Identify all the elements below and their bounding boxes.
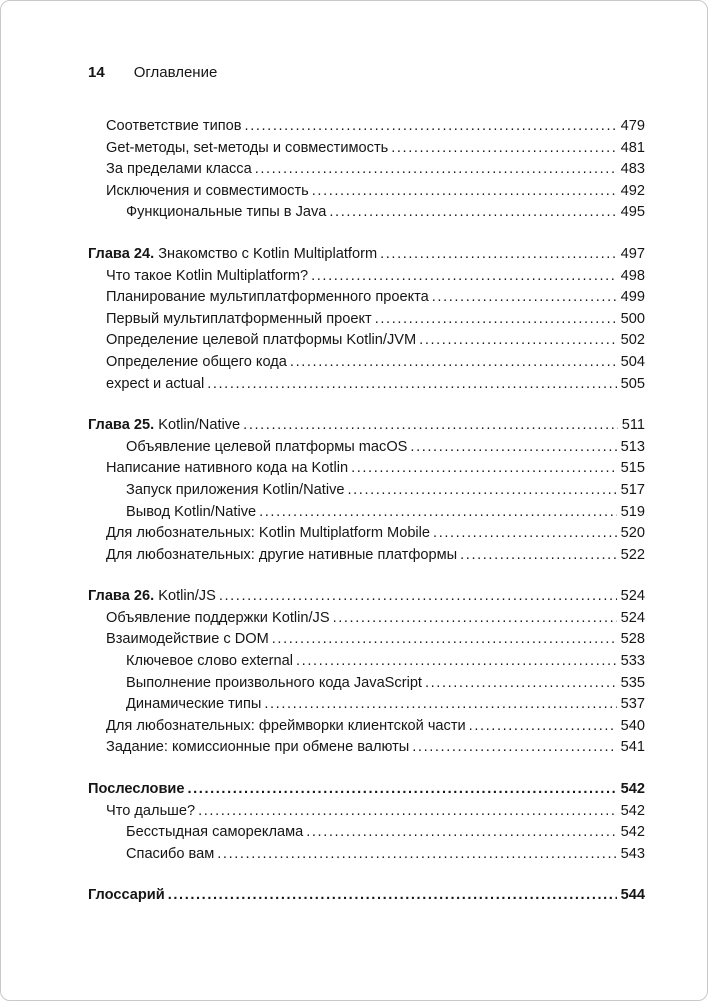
dot-leader [168,885,617,907]
dot-leader [296,651,617,673]
toc-page-number: 513 [620,438,645,455]
toc-group [88,779,645,865]
toc-entry-title: Планирование мультиплатформенного проекта [106,289,429,306]
toc-entry-title: Написание нативного кода на Kotlin [106,460,349,477]
toc-chapter-row [88,415,645,437]
toc-group [88,244,645,395]
dot-leader [290,352,617,374]
toc-entry-title: Что такое Kotlin Multiplatform? [106,267,309,284]
dot-leader [375,309,617,331]
toc-entry-title [88,586,216,608]
toc-chapter-row [88,586,645,608]
dot-leader [432,287,617,309]
toc-entry-title: Что дальше? [106,802,196,819]
toc-entry-row [88,330,645,352]
toc-entry-title: Первый мультиплатформенный проект [106,310,372,327]
toc-entry-title: Ключевое слово external [126,653,294,670]
toc-entry-row [88,673,645,695]
toc-chapter-row [88,244,645,266]
dot-leader [207,374,616,396]
dot-leader [217,844,616,866]
dot-leader [419,330,616,352]
toc-group [88,586,645,759]
toc-entry-title: Для любознательных: Kotlin Multiplatform Mobile [106,525,431,542]
toc-entry-row [88,545,645,567]
toc-group [88,116,645,224]
toc-list [88,116,645,907]
toc-entry-row [88,309,645,331]
dot-leader [264,694,616,716]
toc-group [88,415,645,566]
toc-entry-row [88,181,645,203]
toc-entry-row [88,651,645,673]
toc-entry-row [88,437,645,459]
toc-entry-row [88,502,645,524]
toc-page-number: 540 [620,717,645,734]
toc-page-number: 515 [620,460,645,477]
dot-leader [380,244,617,266]
toc-entry-title: Исключения и совместимость [106,182,309,199]
toc-page-number: 542 [620,781,645,798]
toc-entry-row [88,374,645,396]
toc-entry-title: Get-методы, set-методы и совместимость [106,139,389,156]
toc-page-number: 495 [620,204,645,221]
toc-page-number: 543 [620,845,645,862]
toc-page-number: 497 [620,245,645,262]
toc-entry-title [88,244,377,266]
toc-entry-row [88,822,645,844]
toc-chapter-number: Глава 24. [88,245,155,262]
toc-entry-row [88,716,645,738]
toc-page-number: 479 [620,118,645,134]
dot-leader [412,737,616,759]
toc-entry-row [88,458,645,480]
toc-entry-title: Взаимодействие с DOM [106,631,269,648]
toc-entry-title: expect и actual [106,375,205,392]
toc-entry-row [88,629,645,651]
dot-leader [347,480,616,502]
toc-chapter-title-text: Kotlin/JS [158,588,216,605]
toc-group [88,885,645,907]
toc-entry-row [88,352,645,374]
dot-leader [391,138,616,160]
dot-leader [433,523,617,545]
toc-entry-title: За пределами класса [106,161,252,178]
dot-leader [312,181,617,203]
toc-chapter-row [88,885,645,907]
toc-page-number: 544 [620,887,645,904]
toc-entry-row [88,287,645,309]
toc-page-number: 511 [621,417,645,434]
toc-page-number: 481 [620,139,645,156]
toc-entry-title: Бесстыдная самореклама [126,824,304,841]
toc-page-number: 498 [620,267,645,284]
toc-chapter-number: Глава 25. [88,417,155,434]
dot-leader [329,202,616,224]
toc-entry-title: Определение общего кода [106,353,287,370]
toc-entry-title: Спасибо вам [126,845,215,862]
toc-page-number: 522 [620,546,645,563]
toc-entry-row [88,116,645,138]
toc-entry-title: Задание: комиссионные при обмене валюты [106,739,410,756]
dot-leader [333,608,617,630]
toc-entry-row [88,480,645,502]
toc-entry-row [88,523,645,545]
toc-chapter-title-text: Kotlin/Native [158,417,241,434]
dot-leader [245,116,617,138]
toc-entry-row [88,844,645,866]
toc-page-number: 533 [620,653,645,670]
toc-entry-title: Для любознательных: другие нативные платформы [106,546,458,563]
dot-leader [219,586,617,608]
toc-entry-row [88,608,645,630]
dot-leader [469,716,617,738]
dot-leader [460,545,617,567]
toc-entry-title: Послесловие [88,781,185,798]
toc-page-number: 483 [620,161,645,178]
toc-entry-title: Запуск приложения Kotlin/Native [126,481,345,498]
toc-entry-row [88,138,645,160]
toc-page-number: 492 [620,182,645,199]
toc-entry-row [88,266,645,288]
toc-entry-title [88,415,240,437]
toc-entry-title: Объявление поддержки Kotlin/JS [106,609,330,626]
toc-chapter-row [88,779,645,801]
toc-entry-row [88,694,645,716]
dot-leader [255,159,617,181]
toc-page-number: 504 [620,353,645,370]
toc-entry-row [88,159,645,181]
toc-page-number: 528 [620,631,645,648]
toc-entry-row [88,202,645,224]
toc-page-number: 499 [620,289,645,306]
toc-page-number: 541 [620,739,645,756]
dot-leader [243,415,618,437]
toc-page-number: 542 [620,824,645,841]
toc-page-number: 505 [620,375,645,392]
toc-entry-title: Определение целевой платформы Kotlin/JVM [106,332,417,349]
toc-entry-title: Соответствие типов [106,118,242,134]
toc-entry-title: Выполнение произвольного кода JavaScript [126,674,422,691]
dot-leader [259,502,617,524]
page-header [88,64,645,82]
toc-entry-title: Для любознательных: фреймворки клиентской части [106,717,466,734]
toc-page-number: 537 [620,696,645,713]
toc-page-number: 520 [620,525,645,542]
toc-page-number: 500 [620,310,645,327]
toc-chapter-title-text: Знакомство с Kotlin Multiplatform [158,245,378,262]
toc-chapter-number: Глава 26. [88,588,155,605]
toc-entry-title: Динамические типы [126,696,262,713]
dot-leader [425,673,617,695]
running-header-title: Оглавление [133,64,218,81]
toc-page-number: 535 [620,674,645,691]
dot-leader [272,629,617,651]
page-number: 14 [88,64,105,81]
toc-page-number: 519 [620,503,645,520]
dot-leader [198,801,617,823]
dot-leader [188,779,617,801]
toc-entry-title: Функциональные типы в Java [126,204,327,221]
dot-leader [306,822,616,844]
toc-entry-title: Глоссарий [88,887,165,904]
toc-entry-title: Вывод Kotlin/Native [126,503,257,520]
dot-leader [351,458,617,480]
toc-entry-row [88,737,645,759]
toc-entry-row [88,801,645,823]
toc-page-number: 502 [620,332,645,349]
toc-page-number: 517 [620,481,645,498]
dot-leader [410,437,616,459]
toc-page-number: 542 [620,802,645,819]
dot-leader [311,266,617,288]
toc-page-number: 524 [620,609,645,626]
toc-entry-title: Объявление целевой платформы macOS [126,438,408,455]
toc-page-number: 524 [620,588,645,605]
